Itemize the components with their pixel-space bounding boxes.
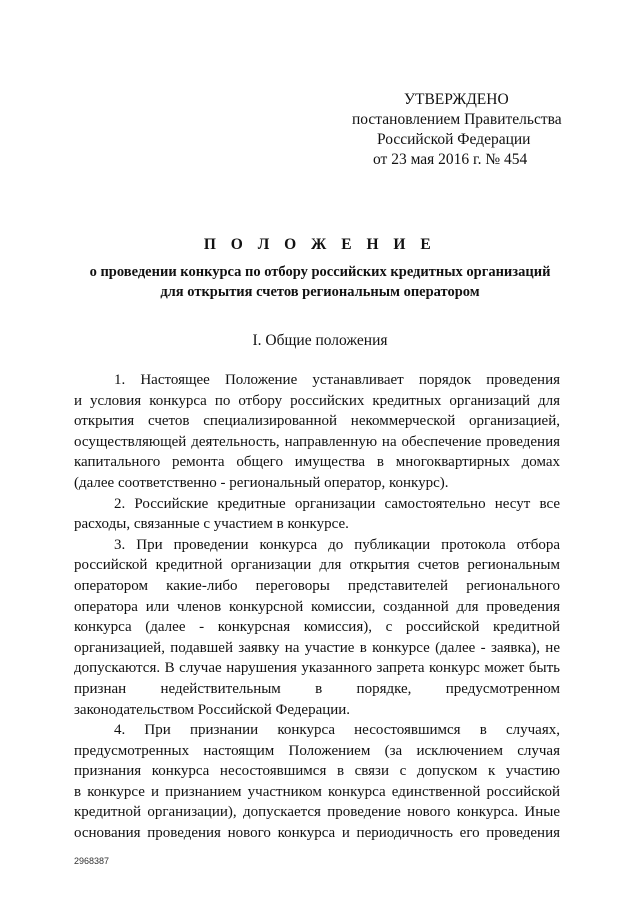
subtitle-line: о проведении конкурса по отбору российских кредитных организаций — [89, 264, 551, 280]
paragraph-3 — [74, 535, 560, 720]
paragraph-1 — [74, 370, 560, 494]
paragraph-2 — [74, 494, 560, 535]
document-title: П О Л О Ж Е Н И Е — [203, 236, 437, 253]
paragraph-4 — [74, 720, 560, 844]
text-line: предусмотренных настоящим Положением (за исключением случая — [74, 742, 560, 759]
document-body — [74, 370, 560, 844]
text-line: открытия счетов специализированной некоммерческой организацией, — [74, 413, 560, 430]
text-line: признан недействительным в порядке, предусмотренном — [74, 680, 560, 697]
approval-line: постановлением Правительства — [352, 111, 562, 128]
text-line: российской кредитной организации для открытия счетов региональным — [74, 557, 560, 574]
subtitle-line: для открытия счетов региональным оператором — [160, 284, 480, 300]
text-line: законодательством Российской Федерации. — [74, 701, 351, 718]
text-line: 1. Настоящее Положение устанавливает порядок проведения — [114, 372, 560, 388]
text-line: допускаются. В случае нарушения указанного запрета конкурс может быть — [74, 660, 560, 677]
text-line: кредитной организации), допускается проведение нового конкурса. Иные — [74, 804, 560, 821]
text-line: в конкурсе и признанием участником конкурса единственной российской — [74, 783, 560, 800]
text-line: осуществляющей деятельность, направленную на обеспечение проведения — [74, 433, 560, 450]
section-heading: I. Общие положения — [252, 332, 388, 349]
document-subtitle — [60, 262, 580, 302]
approval-line: Российской Федерации — [377, 131, 531, 148]
text-line: основания проведения нового конкурса и периодичность его проведения — [74, 825, 560, 842]
text-line: организацией, подавшей заявку на участие в конкурсе (далее - заявка), не — [74, 639, 560, 656]
document-code: 2968387 — [74, 856, 110, 866]
text-line: конкурса (далее - конкурсная комиссия), с российской кредитной — [74, 619, 560, 636]
approval-stamp — [352, 90, 582, 170]
text-line: расходы, связанные с участием в конкурсе. — [74, 516, 349, 533]
text-line: признания конкурса несостоявшимся в связи с допуском к участию — [74, 763, 560, 780]
text-line: 4. При признании конкурса несостоявшимся в случаях, — [114, 722, 560, 739]
text-line: оператором какие-либо переговоры представителей регионального — [74, 577, 560, 594]
text-line: 3. При проведении конкурса до публикации протокола отбора — [114, 536, 560, 553]
text-line: капитального ремонта общего имущества в многоквартирных домах — [74, 454, 560, 471]
approval-heading: УТВЕРЖДЕНО — [404, 91, 509, 108]
text-line: оператора или членов конкурсной комиссии, созданной для проведения — [74, 598, 560, 615]
approval-date: от 23 мая 2016 г. № 454 — [373, 151, 528, 168]
text-line: и условия конкурса по отбору российских кредитных организаций для — [74, 392, 560, 409]
text-line: 2. Российские кредитные организации самостоятельно несут все — [114, 495, 560, 512]
text-line: (далее соответственно - региональный оператор, конкурс). — [74, 474, 449, 491]
